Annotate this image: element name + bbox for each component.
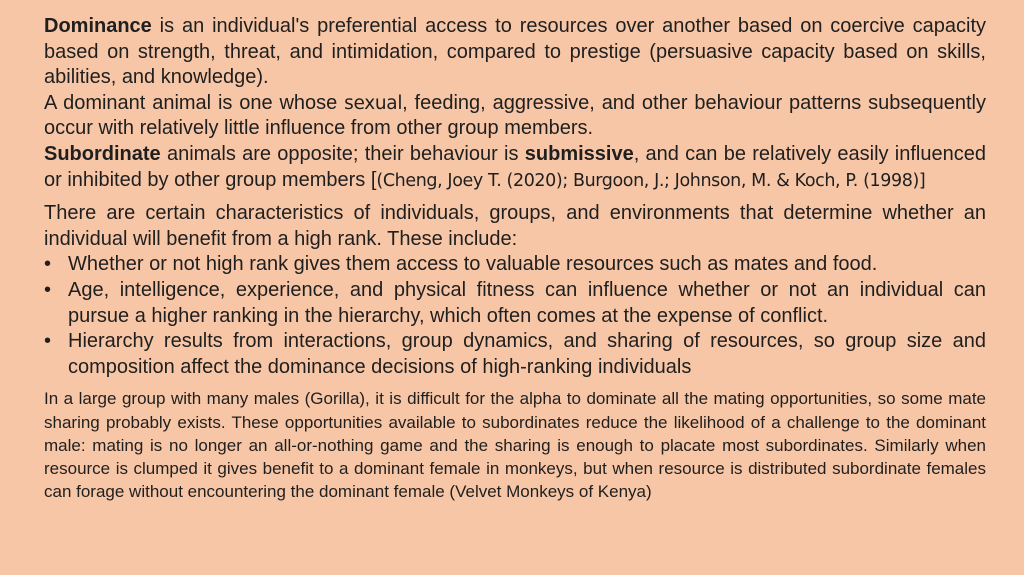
- citation: (Cheng, Joey T. (2020); Burgoon, J.; Johnson, M. & Koch, P. (1998)]: [376, 170, 926, 191]
- bullet-icon: •: [44, 330, 52, 353]
- sexual-word: sexual: [344, 92, 403, 114]
- slide-content: [44, 14, 986, 503]
- bullet-icon: •: [44, 253, 52, 276]
- characteristics-list: [44, 252, 986, 380]
- subordinate-mid: animals are opposite; their behaviour is: [160, 142, 525, 165]
- list-item: • Hierarchy results from interactions, group dynamics, and sharing of resources, so group size and composition affect the dominance decisions of high-ranking individuals: [44, 330, 986, 378]
- list-item: • Age, intelligence, experience, and physical fitness can influence whether or not an individual can pursue a higher ranking in the hierarchy, which often comes at the expense of conflict.: [44, 278, 986, 327]
- dominance-paragraph: [44, 14, 986, 91]
- list-item: • Whether or not high rank gives them access to valuable resources such as mates and food.: [44, 252, 986, 278]
- bullet-icon: •: [44, 278, 52, 301]
- dominance-definition: is an individual's preferential access to resources over another based on coercive capacity based on strength, threat, and intimidation, compared to prestige (persuasive capacity based on skills, abilities, and knowledge).: [44, 15, 986, 89]
- dominant-animal-rest: , feeding, aggressive, and other behaviour patterns subsequently occur with relatively little influence from other group members.: [44, 91, 986, 140]
- gorilla-example-paragraph: In a large group with many males (Gorilla), it is difficult for the alpha to dominate all the mating opportunities, so some mate sharing probably exists. These opportunities available to subordinates reduce the likelihood of a challenge to the dominant male: mating is no longer an all-or-nothing game and the sharing is enough to placate most subordinates. Similarly when resource is clumped it gives benefit to a dominant female in monkeys, but when resource is distributed subordinate females can forage without encountering the dominant female (Velvet Monkeys of Kenya): [44, 389, 986, 502]
- submissive-word: submissive: [524, 142, 634, 165]
- dominance-term: Dominance: [44, 15, 152, 37]
- dominant-animal-intro: A dominant animal is one whose: [44, 91, 345, 114]
- subordinate-paragraph: [44, 142, 986, 194]
- characteristics-paragraph: There are certain characteristics of individuals, groups, and environments that determine whether an individual will benefit from a high rank. These include:: [44, 202, 986, 250]
- subordinate-term: Subordinate: [44, 142, 161, 165]
- dominant-animal-paragraph: [44, 91, 986, 142]
- subordinate-after: , and can be relatively easily influenced or inhibited by other group members [: [44, 142, 986, 191]
